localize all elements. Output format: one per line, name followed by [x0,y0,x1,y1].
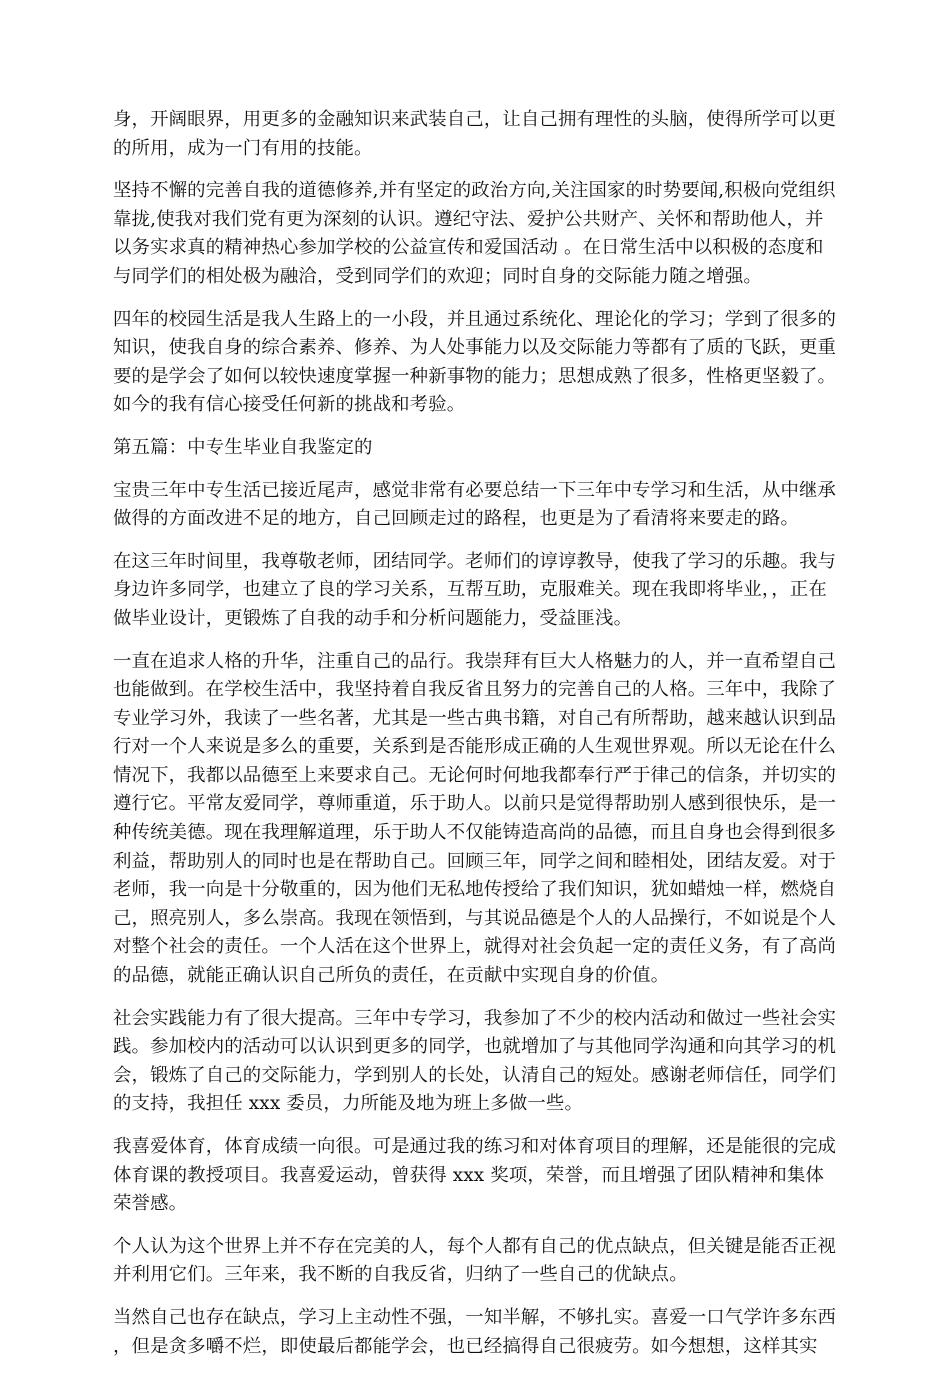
paragraph-5: 宝贵三年中专生活已接近尾声，感觉非常有必要总结一下三年中专学习和生活，从中继承做得的方面改进不足的地方，自己回顾走过的路程，也更是为了看清将来要走的路。 [113,479,837,530]
paragraph-9: 我喜爱体育，体育成绩一向很。可是通过我的练习和对体育项目的理解，还是能很的完成体育课的教授项目。我喜爱运动，曾获得 xxx 奖项，荣誉，而且增强了团队精神和集体荣誉感。 [113,1136,837,1215]
paragraph-6: 在这三年时间里，我尊敬老师，团结同学。老师们的谆谆教导，使我了学习的乐趣。我与身边许多同学，也建立了良的学习关系，互帮互助，克服难关。现在我即将毕业，，正在做毕业设计，更锻炼了自我的动手和分析问题能力，受益匪浅。 [113,550,837,629]
document-page [113,106,837,1375]
paragraph-7: 一直在追求人格的升华，注重自己的品行。我崇拜有巨大人格魅力的人，并一直希望自己也能做到。在学校生活中，我坚持着自我反省且努力的完善自己的人格。三年中，我除了专业学习外，我读了一些名著，尤其是一些古典书籍，对自己有所帮助，越来越认识到品行对一个人来说是多么的重要，关系到是否能形成正确的人生观世界观。所以无论在什么情况下，我都以品德至上来要求自己。无论何时何地我都奉行严于律己的信条，并切实的遵行它。平常友爱同学，尊师重道，乐于助人。以前只是觉得帮助别人感到很快乐，是一种传统美德。现在我理解道理，乐于助人不仅能铸造高尚的品德，而且自身也会得到很多利益，帮助别人的同时也是在帮助自己。回顾三年，同学之间和睦相处，团结友爱。对于老师，我一向是十分敬重的，因为他们无私地传授给了我们知识，犹如蜡烛一样，燃烧自己，照亮别人，多么崇高。我现在领悟到，与其说品德是个人的人品操行，不如说是个人对整个社会的责任。一个人活在这个世界上，就得对社会负起一定的责任义务，有了高尚的品德，就能正确认识自己所负的责任，在贡献中实现自身的价值。 [113,650,837,987]
paragraph-3: 四年的校园生活是我人生路上的一小段，并且通过系统化、理论化的学习；学到了很多的知识，使我自身的综合素养、修养、为人处事能力以及交际能力等都有了质的飞跃，更重要的是学会了如何以较快速度掌握一种新事物的能力；思想成熟了很多，性格更坚毅了。如今的我有信心接受任何新的挑战和考验。 [113,308,837,416]
paragraph-1: 身，开阔眼界，用更多的金融知识来武装自己，让自己拥有理性的头脑，使得所学可以更的所用，成为一门有用的技能。 [113,109,837,159]
paragraph-2: 坚持不懈的完善自我的道德修养,并有坚定的政治方向,关注国家的时势要闻,积极向党组织靠拢,使我对我们党有更为深刻的认识。遵纪守法、爱护公共财产、关怀和帮助他人，并以务实求真的精神热心参加学校的公益宣传和爱国活动 。在日常生活中以积极的态度和与同学们的相处极为融洽，受到同学们的欢迎；同时自身的交际能力随之增强。 [113,180,836,287]
section-heading: 第五篇：中专生毕业自我鉴定的 [113,436,373,458]
paragraph-8: 社会实践能力有了很大提高。三年中专学习，我参加了不少的校内活动和做过一些社会实践。参加校内的活动可以认识到更多的同学，也就增加了与其他同学沟通和向其学习的机会，锻炼了自己的交际能力，学到别人的长处，认清自己的短处。感谢老师信任，同学们的支持，我担任 xxx 委员，力所能及地为班上多做一些。 [113,1007,837,1115]
paragraph-10: 个人认为这个世界上并不存在完美的人，每个人都有自己的优点缺点，但关键是能否正视并利用它们。三年来，我不断的自我反省，归纳了一些自己的优缺点。 [113,1235,837,1286]
paragraph-11: 当然自己也存在缺点，学习上主动性不强，一知半解，不够扎实。喜爱一口气学许多东西，但是贪多嚼不烂，即使最后都能学会，也已经搞得自己很疲劳。如今想想，这样其实 [113,1306,837,1357]
